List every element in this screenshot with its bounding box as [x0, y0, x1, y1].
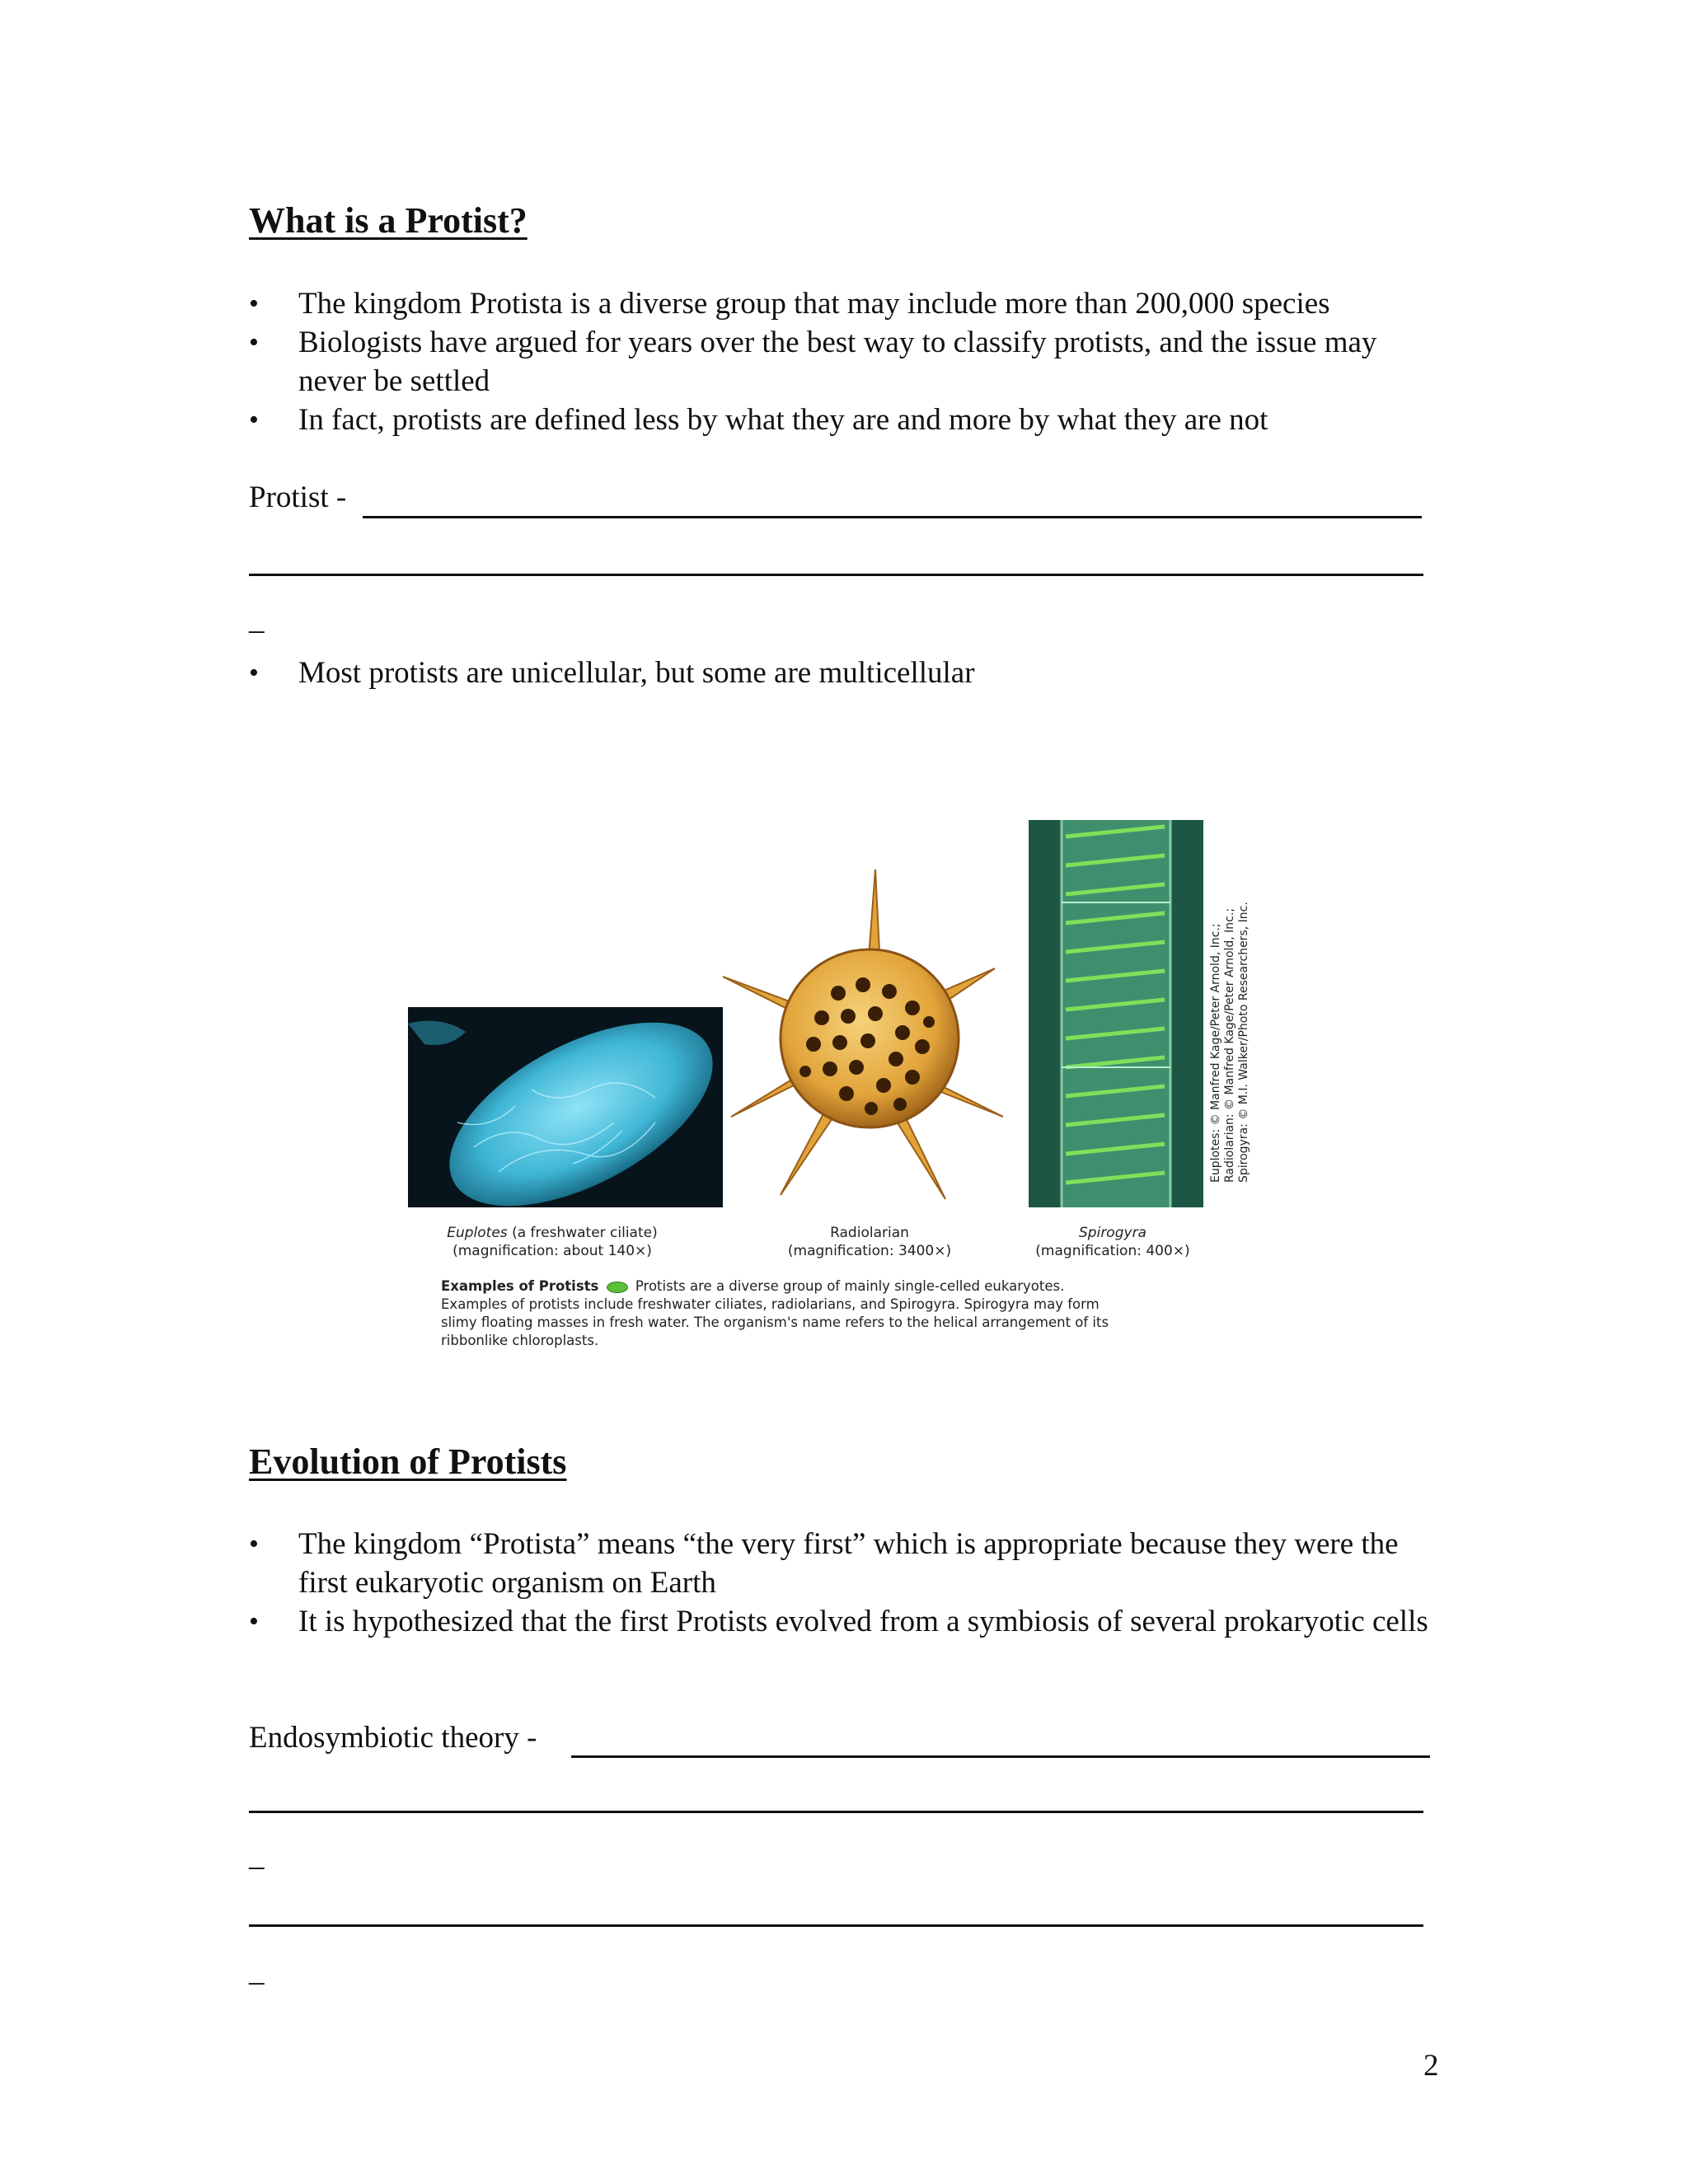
radiolarian-image [715, 869, 1021, 1212]
photo-credit [1209, 902, 1251, 1183]
euplotes-label [441, 1224, 663, 1260]
euplotes-magnification: (magnification: about 140×) [452, 1243, 652, 1259]
protist-bullet-list-2 [249, 654, 1436, 692]
list-item: • It is hypothesized that the first Protists evolved from a symbiosis of several prokaryotic cells [249, 1602, 1436, 1641]
spirogyra-image [1029, 820, 1203, 1207]
caption-body: Protists are a diverse group of mainly single-celled eukaryotes. Examples of protists include freshwater ciliates, radiolarians, and Spirogyra. Spirogyra may form slimy floating masses in fresh water. The organism's name refers to the helical arrangement of its ribbonlike chloroplasts. [441, 1278, 1109, 1348]
credit-line-1: Euplotes: © Manfred Kage/Peter Arnold, Inc.; [1209, 923, 1222, 1183]
trailing-dash: _ [249, 1839, 265, 1872]
euplotes-name: Euplotes [447, 1225, 508, 1241]
endosymbiotic-definition-label: Endosymbiotic theory - [249, 1721, 537, 1755]
trailing-dash: _ [249, 1954, 265, 1988]
list-item: • Most protists are unicellular, but some are multicellular [249, 654, 1436, 692]
trailing-dash: _ [249, 602, 265, 636]
list-item: • The kingdom “Protista” means “the very first” which is appropriate because they were the first eukaryotic organism on Earth [249, 1525, 1436, 1602]
spirogyra-magnification: (magnification: 400×) [1035, 1243, 1190, 1259]
spirogyra-name: Spirogyra [1079, 1225, 1146, 1241]
radiolarian-magnification: (magnification: 3400×) [787, 1243, 952, 1259]
list-item: • Biologists have argued for years over the best way to classify protists, and the issue may never be settled [249, 323, 1436, 401]
protist-bullet-list [249, 284, 1436, 439]
list-item: • In fact, protists are defined less by what they are and more by what they are not [249, 401, 1436, 439]
page-number: 2 [1423, 2049, 1439, 2083]
eye-icon [607, 1282, 628, 1293]
protist-definition-label: Protist - [249, 480, 347, 514]
endosymbiotic-blank-line-2[interactable] [249, 1811, 1423, 1813]
protist-definition-blank-line-2[interactable] [249, 574, 1423, 576]
figure-caption [441, 1277, 1117, 1350]
endosymbiotic-blank-line[interactable] [571, 1755, 1430, 1758]
caption-title: Examples of Protists [441, 1278, 599, 1294]
radiolarian-label [771, 1224, 968, 1260]
credit-line-3: Spirogyra: © M.I. Walker/Photo Researchers, Inc. [1237, 902, 1250, 1183]
euplotes-desc: (a freshwater ciliate) [512, 1225, 658, 1241]
protist-definition-blank-line[interactable] [363, 516, 1422, 518]
section-heading-what-is-protist: What is a Protist? [249, 200, 528, 241]
evolution-bullet-list [249, 1525, 1436, 1641]
credit-line-2: Radiolarian: © Manfred Kage/Peter Arnold, Inc.; [1223, 907, 1236, 1183]
spirogyra-label [1014, 1224, 1212, 1260]
list-item: • The kingdom Protista is a diverse group that may include more than 200,000 species [249, 284, 1436, 323]
endosymbiotic-blank-line-3[interactable] [249, 1924, 1423, 1927]
euplotes-image [408, 1007, 723, 1207]
radiolarian-name: Radiolarian [830, 1225, 909, 1241]
section-heading-evolution: Evolution of Protists [249, 1441, 567, 1482]
protist-examples-figure [408, 820, 1282, 1364]
